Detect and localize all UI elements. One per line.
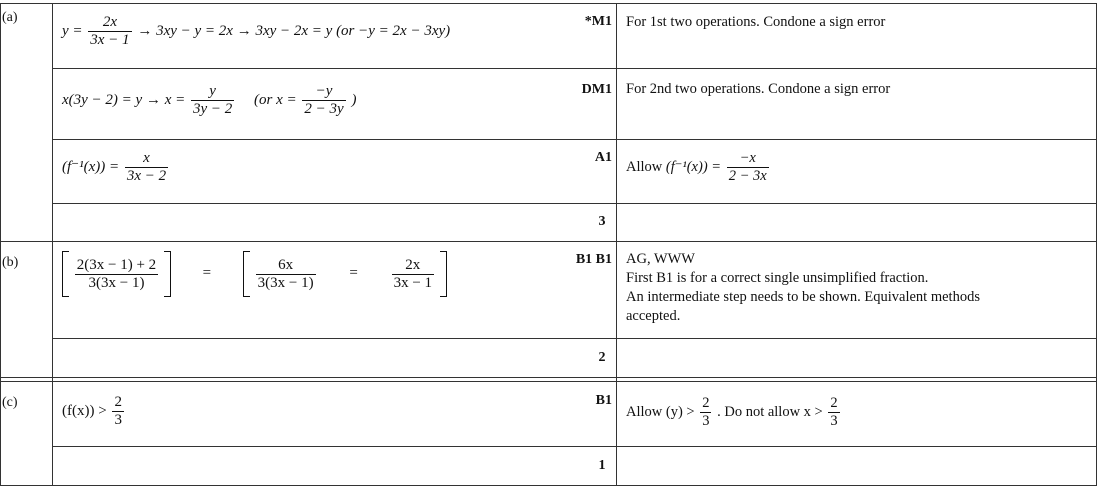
grid-line <box>0 377 1097 378</box>
note-line: An intermediate step needs to be shown. Equivalent methods <box>626 289 980 305</box>
grid-line <box>52 446 1097 447</box>
working-a2-lhs: x(3y − 2) = y → x = <box>62 91 186 108</box>
note-a3-prefix: Allow <box>626 158 663 175</box>
working-a3 <box>62 150 170 185</box>
numerator: 2 <box>702 395 710 411</box>
total-c: 1 <box>598 458 606 473</box>
numerator: −y <box>302 83 345 101</box>
denominator: 3y − 2 <box>193 101 233 117</box>
working-c1 <box>62 394 126 429</box>
fraction <box>256 257 316 292</box>
working-c1-lhs: (f(x)) > <box>62 402 107 419</box>
working-a2-or: (or x = <box>254 91 297 108</box>
denominator: 3x − 1 <box>90 32 130 48</box>
working-a1 <box>62 14 450 49</box>
numerator: 2 <box>114 394 122 410</box>
working-a1-lhs: y = <box>62 22 83 39</box>
bracket-right <box>164 251 171 297</box>
grid-line <box>52 68 1097 69</box>
grid-line <box>0 3 1 485</box>
numerator: x <box>125 150 168 168</box>
grid-line <box>0 381 1097 382</box>
denominator: 3(3x − 1) <box>257 274 314 291</box>
grid-line <box>616 3 617 485</box>
denominator: 3 <box>702 413 710 429</box>
grid-line <box>52 139 1097 140</box>
fraction <box>191 83 234 118</box>
denominator: 2 − 3y <box>304 101 344 117</box>
equals-sign: = <box>202 265 212 282</box>
numerator: 2(3x − 1) + 2 <box>76 256 157 273</box>
equals-sign: = <box>349 265 358 282</box>
denominator: 3x − 2 <box>126 168 167 184</box>
note-a3 <box>626 150 771 185</box>
numerator: 2x <box>88 14 131 32</box>
fraction <box>700 395 711 430</box>
fraction <box>112 394 124 429</box>
grid-line <box>52 3 53 485</box>
grid-line <box>0 3 1097 4</box>
grid-line <box>0 485 1097 486</box>
working-a1-rest: → 3xy − y = 2x → 3xy − 2x = y (or −y = 2x − 3xy) <box>137 22 451 39</box>
denominator: 3 <box>830 413 838 429</box>
fraction <box>828 395 839 430</box>
note-c1 <box>626 395 842 430</box>
grid-line <box>52 338 1097 339</box>
denominator: 2 − 3x <box>728 168 767 184</box>
working-a3-lhs: (f⁻¹(x)) = <box>62 158 120 175</box>
grid-line <box>1096 3 1097 485</box>
working-b1 <box>62 251 447 297</box>
grid-line <box>0 241 1097 242</box>
part-label-c: (c) <box>2 395 18 410</box>
working-a2-close: ) <box>351 91 357 108</box>
numerator: y <box>191 83 234 101</box>
denominator: 3x − 1 <box>393 274 433 291</box>
part-label-a: (a) <box>2 10 18 25</box>
mark-a2: DM1 <box>581 82 612 97</box>
note-a3-lhs: (f⁻¹(x)) = <box>665 158 722 175</box>
bracket-left <box>62 251 69 297</box>
mark-a3: A1 <box>594 150 612 165</box>
fraction <box>727 150 769 185</box>
numerator: −x <box>727 150 769 168</box>
grid-line <box>52 203 1097 204</box>
note-c1-mid: . Do not allow x > <box>717 403 823 420</box>
fraction <box>75 257 158 292</box>
note-c1-prefix: Allow (y) > <box>626 403 695 420</box>
bracket-left <box>243 251 250 297</box>
mark-a1: *M1 <box>584 14 612 29</box>
note-a2: For 2nd two operations. Condone a sign error <box>626 81 891 97</box>
denominator: 3(3x − 1) <box>88 274 145 291</box>
total-a: 3 <box>598 214 606 229</box>
denominator: 3 <box>114 412 122 428</box>
numerator: 2x <box>392 257 434 275</box>
bracket-right <box>440 251 447 297</box>
working-a2 <box>62 83 356 118</box>
note-line: First B1 is for a correct single unsimplified fraction. <box>626 270 929 286</box>
mark-c1: B1 <box>595 393 612 408</box>
note-b1 <box>626 250 980 326</box>
fraction <box>392 257 434 292</box>
note-line: AG, WWW <box>626 251 695 267</box>
fraction <box>302 83 345 118</box>
numerator: 2 <box>830 395 838 411</box>
note-line: accepted. <box>626 308 681 324</box>
numerator: 6x <box>256 257 316 275</box>
note-a1: For 1st two operations. Condone a sign error <box>626 14 886 30</box>
total-b: 2 <box>598 350 606 365</box>
mark-b1: B1 B1 <box>575 252 612 267</box>
fraction <box>88 14 131 49</box>
part-label-b: (b) <box>2 255 19 270</box>
fraction <box>125 150 168 185</box>
